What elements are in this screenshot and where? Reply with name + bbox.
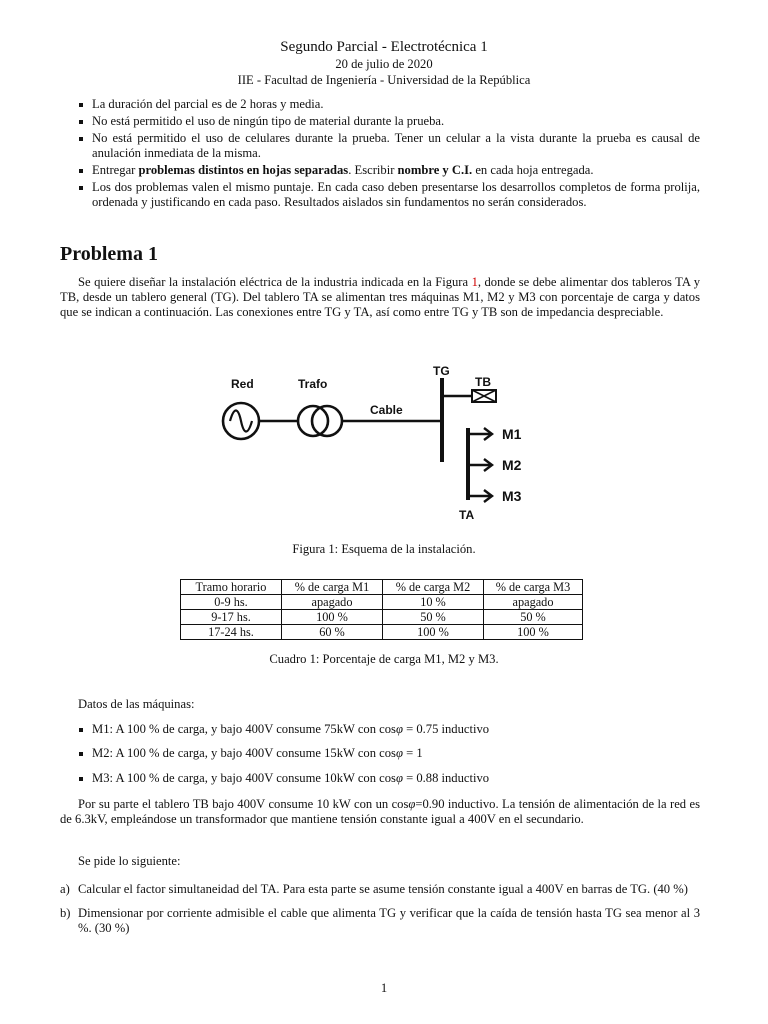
table-cell: 50 % (484, 610, 583, 625)
machine-item: M3: A 100 % de carga, y bajo 400V consume 10kW con cosφ = 0.88 inductivo (78, 771, 698, 786)
label-trafo: Trafo (298, 377, 328, 391)
table-cell: 9-17 hs. (181, 610, 282, 625)
tb-switch-icon (472, 390, 496, 402)
figure-caption: Figura 1: Esquema de la instalación. (292, 542, 476, 556)
label-tb: TB (475, 375, 491, 389)
table-cell: 17-24 hs. (181, 625, 282, 640)
rule-item: La duración del parcial es de 2 horas y media. (78, 97, 700, 112)
table-header: % de carga M1 (282, 580, 383, 595)
table-cell: apagado (484, 595, 583, 610)
table-header-row (181, 580, 583, 595)
installation-diagram (210, 360, 540, 525)
machines-list (78, 722, 698, 737)
question-label: a) (60, 882, 70, 896)
rule-item: Los dos problemas valen el mismo puntaje. En cada caso deben presentarse los desarrollos completos de forma prolija, ordenada y justificando en cada paso. Resultados aislados sin fundamentos no serán considerados. (78, 180, 700, 210)
label-ta: TA (459, 508, 475, 522)
figure-reference-link[interactable]: 1 (471, 275, 478, 289)
table-cell: 100 % (383, 625, 484, 640)
question-item: b) Dimensionar por corriente admisible el cable que alimenta TG y verificar que la caída de tensión hasta TG sea menor al 3 %. (30 %) (60, 906, 700, 935)
table-cell: 100 % (484, 625, 583, 640)
rule-item: Entregar problemas distintos en hojas separadas. Escribir nombre y C.I. en cada hoja entregada. (78, 163, 700, 178)
label-m2: M2 (502, 457, 522, 473)
table-cell: 50 % (383, 610, 484, 625)
table-caption: Cuadro 1: Porcentaje de carga M1, M2 y M3. (269, 652, 499, 666)
exam-date: 20 de julio de 2020 (335, 57, 433, 71)
label-tg: TG (433, 364, 450, 378)
table-cell: 60 % (282, 625, 383, 640)
table-row (181, 625, 583, 640)
bold-text: problemas distintos en hojas separadas (138, 163, 349, 177)
table-cell: 10 % (383, 595, 484, 610)
bold-text: nombre y C.I. (397, 163, 473, 177)
machines-heading: Datos de las máquinas: (78, 697, 195, 711)
question-item: a) Calcular el factor simultaneidad del TA. Para esta parte se asume tensión constante igual a 400V en barras de TG. (40 %) (60, 882, 688, 896)
problem-title: Problema 1 (60, 243, 158, 265)
table-cell: apagado (282, 595, 383, 610)
exam-institution: IIE - Facultad de Ingeniería - Universidad de la República (237, 73, 531, 87)
rule-item: No está permitido el uso de celulares durante la prueba. Tener un celular a la vista durante la prueba es causal de anulación inmediata de la misma. (78, 131, 700, 161)
table-header: % de carga M2 (383, 580, 484, 595)
table-row (181, 610, 583, 625)
table-header: Tramo horario (181, 580, 282, 595)
machine-item: M2: A 100 % de carga, y bajo 400V consume 15kW con cosφ = 1 (78, 746, 698, 761)
transformer-icon (298, 406, 342, 436)
table-cell: 0-9 hs. (181, 595, 282, 610)
asked-heading: Se pide lo siguiente: (78, 854, 181, 868)
table-row (181, 595, 583, 610)
ac-source-icon (223, 403, 259, 439)
machines-list (78, 771, 698, 786)
table-cell: 100 % (282, 610, 383, 625)
label-red: Red (231, 377, 254, 391)
machine-item: M1: A 100 % de carga, y bajo 400V consume 75kW con cosφ = 0.75 inductivo (78, 722, 698, 737)
label-m3: M3 (502, 488, 522, 504)
rule-item: No está permitido el uso de ningún tipo de material durante la prueba. (78, 114, 700, 129)
label-cable: Cable (370, 403, 403, 417)
table-header: % de carga M3 (484, 580, 583, 595)
rules-list (78, 97, 700, 212)
tb-paragraph: Por su parte el tablero TB bajo 400V consume 10 kW con un cosφ=0.90 inductivo. La tensión de alimentación de la red es de 6.3kV, empleándose un transformador que mantiene tensión constante igual a 400V en el secundario. (60, 797, 700, 826)
question-label: b) (60, 906, 71, 920)
load-table (180, 579, 583, 640)
machines-list (78, 746, 698, 761)
label-m1: M1 (502, 426, 522, 442)
exam-title: Segundo Parcial - Electrotécnica 1 (280, 39, 488, 55)
problem-intro: Se quiere diseñar la instalación eléctrica de la industria indicada en la Figura 1, donde se debe alimentar dos tableros TA y TB, desde un tablero general (TG). Del tablero TA se alimentan tres máquinas M1, M2 y M3 con porcentaje de carga y datos que se indican a continuación. Las conexiones entre TG y TA, así como entre TG y TB son de impedancia despreciable. (60, 275, 701, 319)
questions-list (60, 882, 700, 945)
page-number: 1 (380, 981, 388, 995)
